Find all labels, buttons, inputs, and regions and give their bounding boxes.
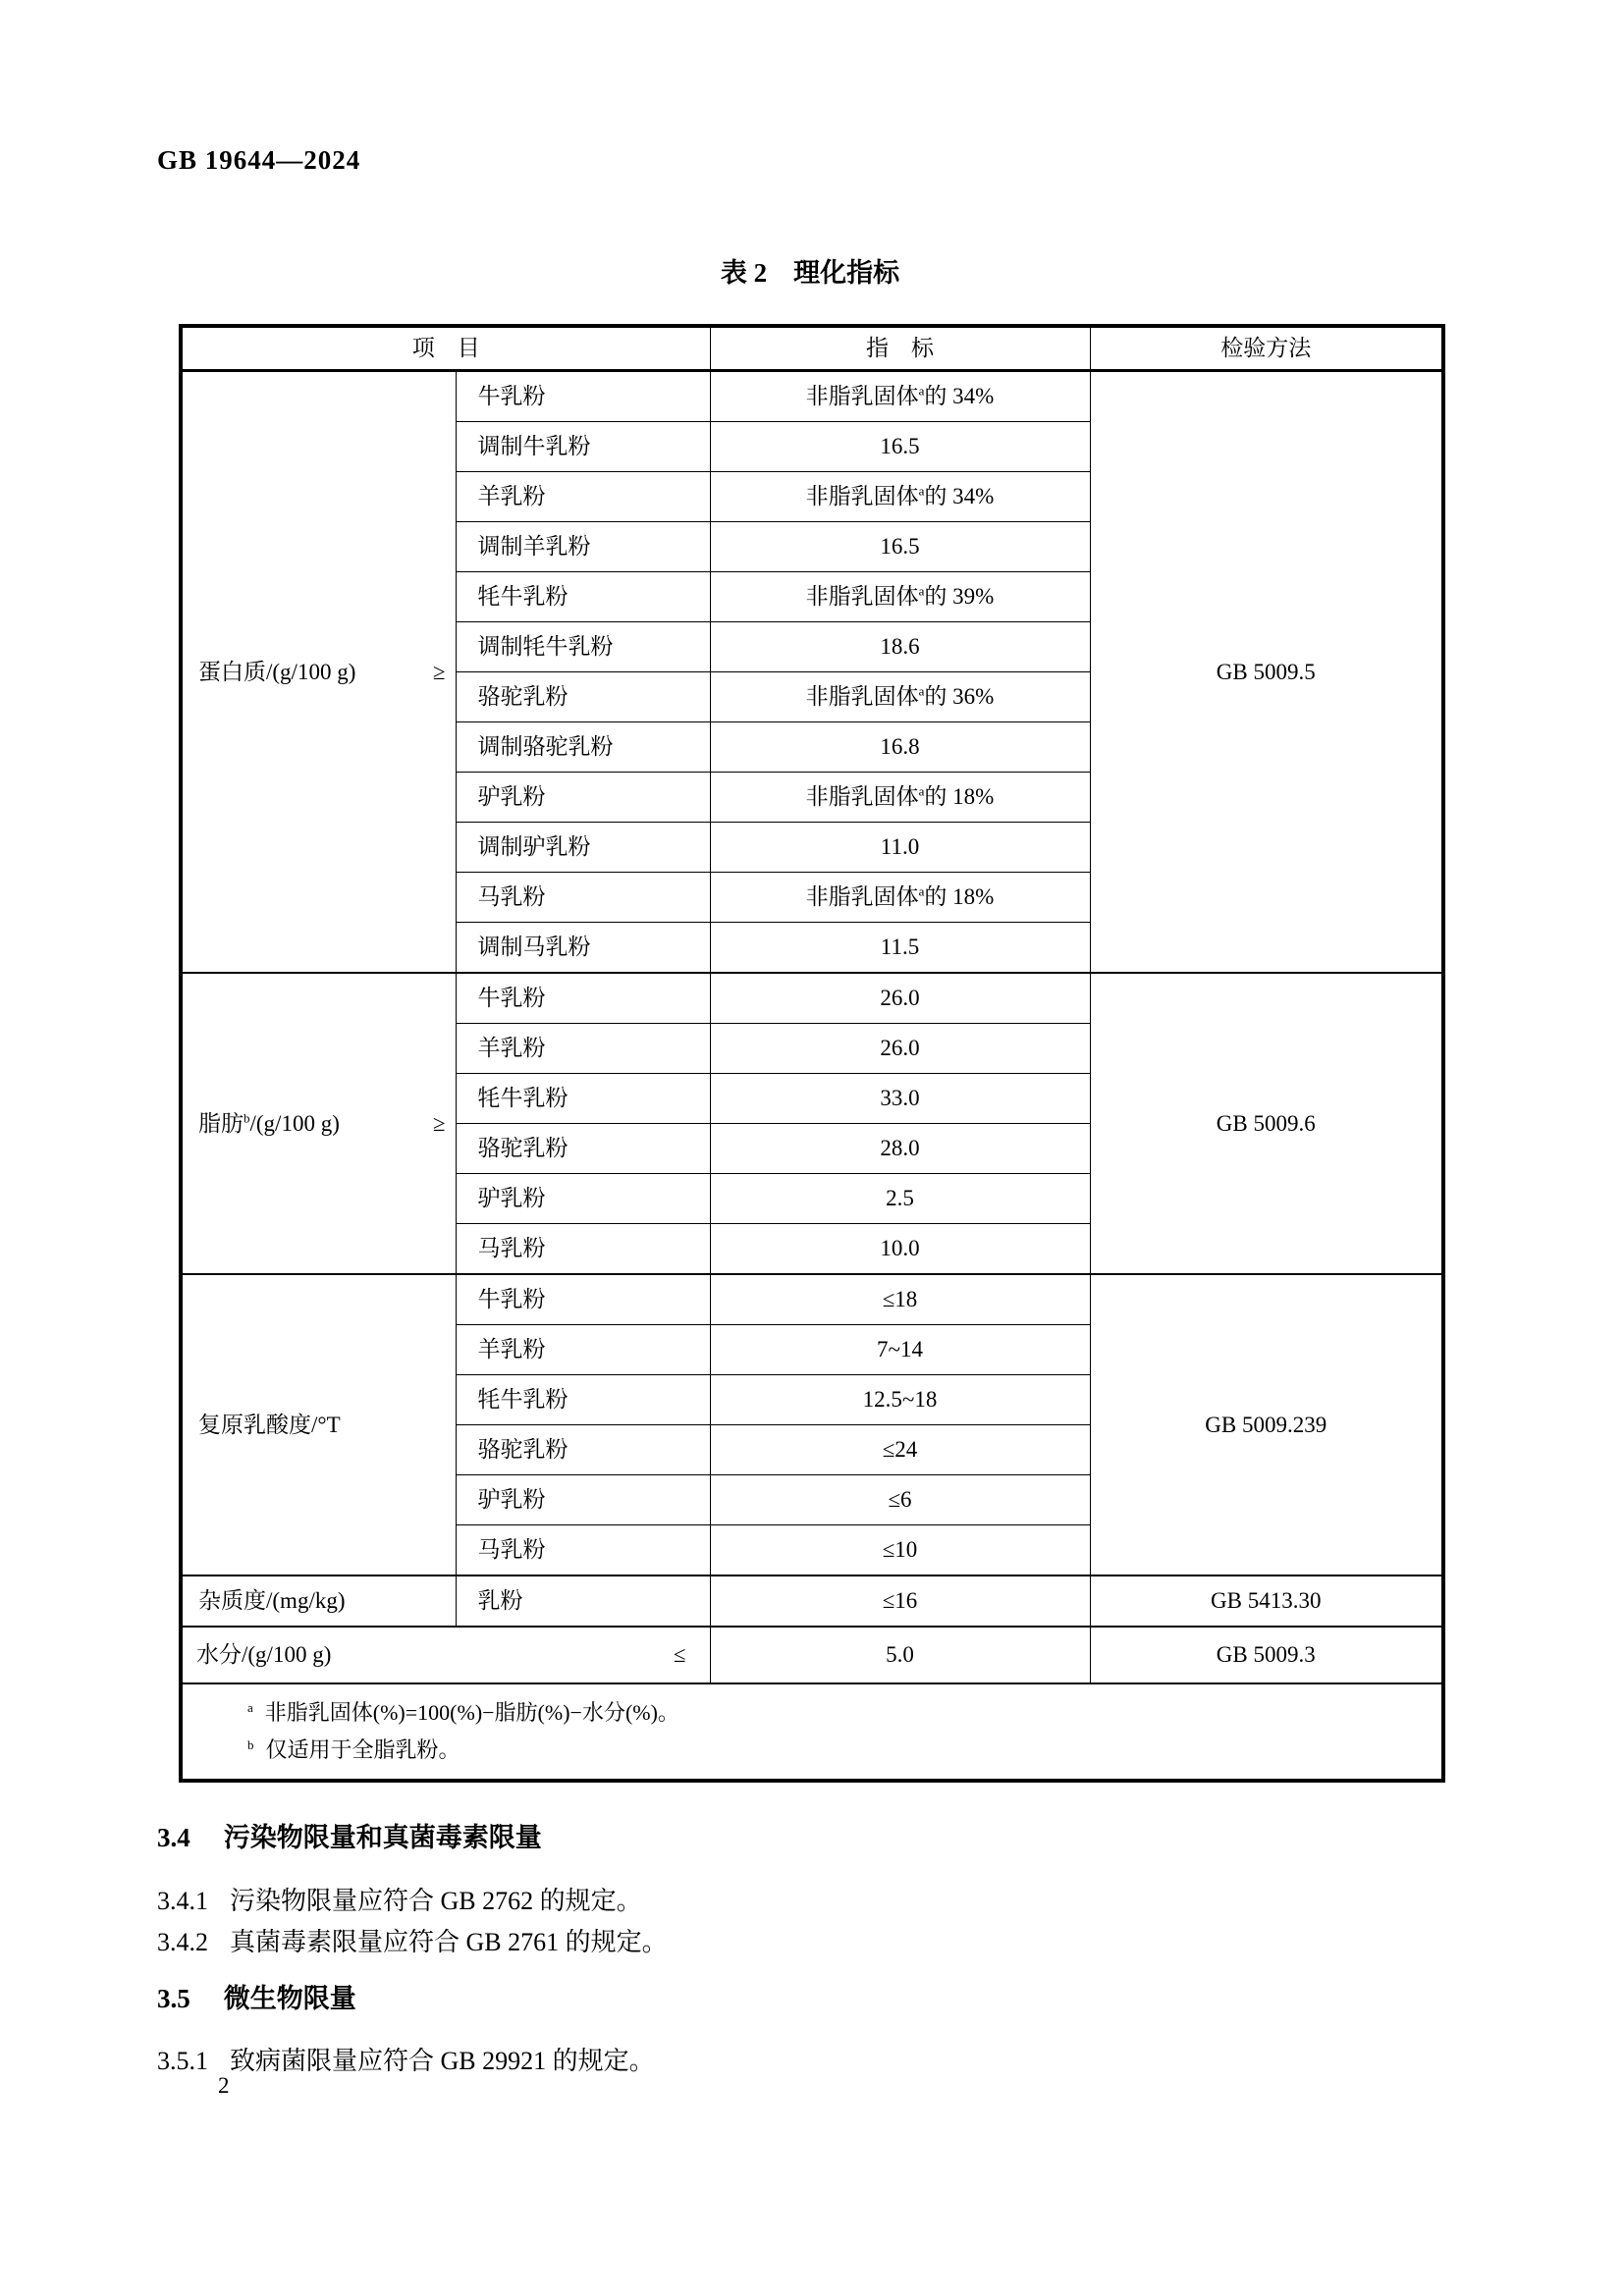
milk-type-cell: 羊乳粉 — [456, 1024, 710, 1074]
section-number: 3.4 — [157, 1823, 190, 1852]
item-category-content — [198, 1412, 446, 1439]
indicator-value-cell: 5.0 — [710, 1627, 1090, 1683]
clause-number: 3.4.2 — [157, 1928, 208, 1956]
indicator-value-cell: ≤10 — [710, 1525, 1090, 1576]
table-body — [181, 371, 1443, 1782]
test-method-cell: GB 5009.6 — [1090, 973, 1443, 1274]
indicator-value-cell: 7~14 — [710, 1325, 1090, 1375]
indicator-value-cell: 非脂乳固体$^a$的 34% — [710, 371, 1090, 422]
indicator-value-cell: 10.0 — [710, 1224, 1090, 1275]
milk-type-cell: 牛乳粉 — [456, 371, 710, 422]
table-row — [181, 973, 1443, 1024]
footnote-row — [181, 1683, 1443, 1781]
item-category-cell — [181, 371, 456, 974]
indicator-value-cell: 28.0 — [710, 1124, 1090, 1174]
item-category-label: 蛋白质/(g/100 g) — [198, 659, 356, 684]
section-text: 微生物限量 — [223, 1984, 356, 2013]
indicator-value-cell: 非脂乳固体$^a$的 18% — [710, 873, 1090, 923]
item-category-cell — [181, 973, 456, 1274]
milk-type-cell: 牛乳粉 — [456, 1274, 710, 1325]
clause-3-4-2 — [157, 1922, 668, 1958]
indicator-value-cell: 11.0 — [710, 823, 1090, 873]
item-category-label: 脂肪$^b$/(g/100 g) — [198, 1110, 340, 1136]
clause-text: 致病菌限量应符合 GB 29921 的规定。 — [230, 2047, 655, 2075]
limit-symbol: ≤ — [673, 1642, 686, 1668]
milk-type-cell: 牛乳粉 — [456, 973, 710, 1024]
standard-number: GB 19644—2024 — [157, 145, 361, 175]
physicochemical-indicators-table — [179, 324, 1445, 1783]
footnote-line: $^b$ 仅适用于全脂乳粉。 — [247, 1736, 460, 1762]
table-title: 表 2 理化指标 — [720, 258, 900, 288]
milk-type-cell: 调制羊乳粉 — [456, 522, 710, 572]
milk-type-cell: 驴乳粉 — [456, 1475, 710, 1525]
milk-type-cell: 乳粉 — [456, 1575, 710, 1627]
item-category-cell — [181, 1274, 456, 1575]
indicator-value-cell: 12.5~18 — [710, 1375, 1090, 1425]
clause-number: 3.5.1 — [157, 2047, 208, 2075]
indicator-value-cell: ≤18 — [710, 1274, 1090, 1325]
item-category-label: 水分/(g/100 g) — [196, 1642, 332, 1668]
milk-type-cell: 牦牛乳粉 — [456, 1074, 710, 1124]
item-category-content — [198, 1110, 446, 1138]
item-category-content — [198, 1587, 446, 1615]
indicator-value-cell: ≤16 — [710, 1575, 1090, 1627]
test-method-cell: GB 5009.239 — [1090, 1274, 1443, 1575]
page-number: 2 — [218, 2073, 230, 2098]
milk-type-cell: 调制马乳粉 — [456, 923, 710, 974]
indicator-value-cell: 非脂乳固体$^a$的 36% — [710, 672, 1090, 722]
limit-symbol: ≥ — [432, 1110, 446, 1136]
section-text: 污染物限量和真菌毒素限量 — [223, 1823, 542, 1852]
footnote-line: $^a$ 非脂乳固体(%)=100(%)−脂肪(%)−水分(%)。 — [247, 1699, 679, 1725]
milk-type-cell: 调制牦牛乳粉 — [456, 622, 710, 672]
milk-type-cell: 骆驼乳粉 — [456, 672, 710, 722]
milk-type-cell: 驴乳粉 — [456, 773, 710, 823]
table-row — [181, 1274, 1443, 1325]
item-category-content — [196, 1641, 686, 1669]
footnote-cell — [181, 1683, 1443, 1781]
column-header-method: 检验方法 — [1090, 326, 1443, 371]
table-row — [181, 371, 1443, 422]
indicator-value-cell: 26.0 — [710, 1024, 1090, 1074]
item-category-cell — [181, 1627, 710, 1683]
milk-type-cell: 羊乳粉 — [456, 472, 710, 522]
clause-text: 污染物限量应符合 GB 2762 的规定。 — [230, 1887, 642, 1915]
section-heading-3-5 — [157, 1977, 356, 2015]
indicator-value-cell: 18.6 — [710, 622, 1090, 672]
item-category-content — [198, 659, 446, 686]
test-method-cell: GB 5009.3 — [1090, 1627, 1443, 1683]
indicator-value-cell: 33.0 — [710, 1074, 1090, 1124]
table-row — [181, 1627, 1443, 1683]
milk-type-cell: 驴乳粉 — [456, 1174, 710, 1224]
section-heading-3-4 — [157, 1816, 542, 1854]
milk-type-cell: 骆驼乳粉 — [456, 1425, 710, 1475]
test-method-cell: GB 5009.5 — [1090, 371, 1443, 974]
item-category-cell — [181, 1575, 456, 1627]
item-category-label: 杂质度/(mg/kg) — [198, 1588, 346, 1614]
column-header-item: 项 目 — [181, 326, 710, 371]
indicator-value-cell: ≤6 — [710, 1475, 1090, 1525]
indicator-value-cell: 16.5 — [710, 422, 1090, 472]
milk-type-cell: 马乳粉 — [456, 1224, 710, 1275]
indicator-value-cell: 26.0 — [710, 973, 1090, 1024]
milk-type-cell: 调制牛乳粉 — [456, 422, 710, 472]
clause-3-4-1 — [157, 1881, 642, 1917]
milk-type-cell: 牦牛乳粉 — [456, 1375, 710, 1425]
milk-type-cell: 调制骆驼乳粉 — [456, 722, 710, 773]
table-row — [181, 1575, 1443, 1627]
clause-3-5-1 — [157, 2041, 655, 2077]
indicator-value-cell: 16.5 — [710, 522, 1090, 572]
indicator-value-cell: 16.8 — [710, 722, 1090, 773]
milk-type-cell: 骆驼乳粉 — [456, 1124, 710, 1174]
milk-type-cell: 羊乳粉 — [456, 1325, 710, 1375]
milk-type-cell: 马乳粉 — [456, 1525, 710, 1576]
item-category-label: 复原乳酸度/°T — [198, 1412, 341, 1437]
test-method-cell: GB 5413.30 — [1090, 1575, 1443, 1627]
milk-type-cell: 调制驴乳粉 — [456, 823, 710, 873]
clause-number: 3.4.1 — [157, 1887, 208, 1915]
milk-type-cell: 牦牛乳粉 — [456, 572, 710, 622]
section-number: 3.5 — [157, 1984, 190, 2013]
indicator-value-cell: 11.5 — [710, 923, 1090, 974]
indicator-value-cell: ≤24 — [710, 1425, 1090, 1475]
indicator-value-cell: 2.5 — [710, 1174, 1090, 1224]
milk-type-cell: 马乳粉 — [456, 873, 710, 923]
indicator-value-cell: 非脂乳固体$^a$的 34% — [710, 472, 1090, 522]
table-header-row — [181, 326, 1443, 371]
clause-text: 真菌毒素限量应符合 GB 2761 的规定。 — [230, 1928, 668, 1956]
limit-symbol: ≥ — [432, 659, 446, 684]
indicator-value-cell: 非脂乳固体$^a$的 39% — [710, 572, 1090, 622]
column-header-indicator: 指 标 — [710, 326, 1090, 371]
indicator-value-cell: 非脂乳固体$^a$的 18% — [710, 773, 1090, 823]
